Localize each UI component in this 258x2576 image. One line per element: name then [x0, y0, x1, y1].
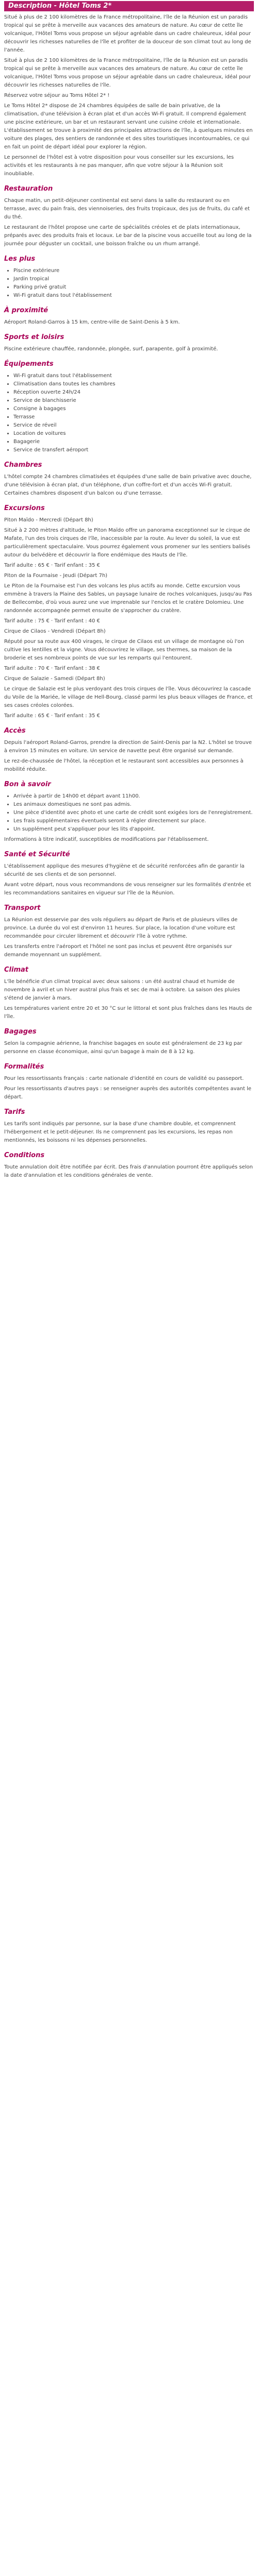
- section-heading: Tarifs: [4, 1108, 25, 1116]
- section-formalites: [4, 1062, 254, 1101]
- section-heading: Bagages: [4, 1028, 37, 1036]
- paragraph: Chaque matin, un petit-déjeuner continental est servi dans la salle du restaurant ou en terrasse, avec du pain frais, des viennoiseries, des fruits tropicaux, des jus de fruits, du café et du thé.: [4, 198, 250, 220]
- bullet-list: [4, 792, 254, 834]
- section-conditions: [4, 1151, 254, 1180]
- section-bon-a-savoir: [4, 780, 254, 844]
- section-acces: [4, 726, 254, 774]
- list-item: • Consigne à bagages: [13, 405, 254, 413]
- section-heading: Bon à savoir: [4, 781, 51, 788]
- paragraph: Cirque de Cilaos - Vendredi (Départ 8h): [4, 629, 106, 634]
- paragraph: Réputé pour sa route aux 400 virages, le cirque de Cilaos est un village de montagne où l'on cultive les lentilles et la vigne. Vous découvrirez le village, ses thermes, sa maison de la broderie et ses nombreux points de vue sur les remparts qui l'entourent.: [4, 639, 244, 661]
- list-item: • Terrasse: [13, 413, 254, 421]
- section-heading: Accès: [4, 727, 26, 735]
- paragraph: Le restaurant de l'hôtel propose une carte de spécialités créoles et de plats internationaux, préparés avec des produits frais et locaux. Le bar de la piscine vous accueille tout au long de la journée pour déguster un cocktail, une boisson fraîche ou un rhum arrangé.: [4, 225, 252, 247]
- paragraph: Tarif adulte : 70 € · Tarif enfant : 38 €: [4, 666, 100, 671]
- paragraph: Aéroport Roland-Garros à 15 km, centre-ville de Saint-Denis à 5 km.: [4, 319, 180, 325]
- section-heading: Formalités: [4, 1063, 44, 1071]
- bullet-list: [4, 267, 254, 300]
- section-sports: [4, 333, 254, 353]
- section-description: [4, 13, 254, 178]
- paragraph: Piscine extérieure chauffée, randonnée, plongée, surf, parapente, golf à proximité.: [4, 346, 218, 352]
- paragraph: Toute annulation doit être notifiée par écrit. Des frais d'annulation pourront être appliqués selon la date d'annulation et les conditions générales de vente.: [4, 1164, 253, 1178]
- paragraph: Les tarifs sont indiqués par personne, sur la base d'une chambre double, et comprennent l'hébergement et le petit-déjeuner. Ils ne comprennent pas les excursions, les repas non mentionnés, les boissons ni les dépenses personnelles.: [4, 1121, 236, 1143]
- section-restauration: [4, 184, 254, 248]
- paragraph: Piton de la Fournaise - Jeudi (Départ 7h): [4, 573, 108, 579]
- list-item: • Location de voitures: [13, 430, 254, 438]
- paragraph: Le Piton de la Fournaise est l'un des volcans les plus actifs au monde. Cette excursion vous emmène à travers la Plaine des Sables, un paysage lunaire de roches volcaniques, jusqu'au Pas de Bellecombe, d'où vous aurez une vue imprenable sur l'enclos et le cratère Dolomieu. Une randonnée accompagnée permet ensuite de s'approcher du cratère.: [4, 583, 252, 614]
- paragraph: Tarif adulte : 75 € · Tarif enfant : 40 €: [4, 618, 100, 624]
- list-item: • Les animaux domestiques ne sont pas admis.: [13, 801, 254, 809]
- list-item: • Service de transfert aéroport: [13, 446, 254, 454]
- section-heading: Les plus: [4, 255, 36, 263]
- section-heading: Santé et Sécurité: [4, 851, 70, 858]
- list-item: • Un supplément peut s'appliquer pour les lits d'appoint.: [13, 825, 254, 834]
- list-item: • Service de réveil: [13, 421, 254, 430]
- section-heading: À proximité: [4, 307, 49, 314]
- list-item: • Les frais supplémentaires éventuels seront à régler directement sur place.: [13, 817, 254, 825]
- paragraph: Le cirque de Salazie est le plus verdoyant des trois cirques de l'île. Vous découvrirez la cascade du Voile de la Mariée, le village de Hell-Bourg, classé parmi les plus beaux villages de France, et ses cases créoles colorées.: [4, 686, 253, 708]
- list-item: • Service de blanchisserie: [13, 397, 254, 405]
- section-heading: Restauration: [4, 185, 53, 193]
- list-item: • Jardin tropical: [13, 275, 254, 283]
- paragraph: Le personnel de l'hôtel est à votre disposition pour vous conseiller sur les excursions, les activités et les restaurants à ne pas manquer, afin que votre séjour à la Réunion soit inoubliable.: [4, 155, 234, 177]
- paragraph: L'hôtel compte 24 chambres climatisées et équipées d'une salle de bain privative avec douche, d'une télévision à écran plat, d'un téléphone, d'un coffre-fort et d'un accès Wi-Fi gratuit. Certaines chambres disposent d'un balcon ou d'une terrasse.: [4, 474, 252, 496]
- list-item: • Arrivée à partir de 14h00 et départ avant 11h00.: [13, 792, 254, 801]
- section-climat: [4, 965, 254, 1021]
- paragraph: Le Toms Hôtel 2* dispose de 24 chambres équipées de salle de bain privative, de la climatisation, d'une télévision à écran plat et d'un accès Wi-Fi gratuit. Il comprend également une piscine extérieure, un bar et un restaurant servant une cuisine créole et internationale. L'établissement se trouve à proximité des principales attractions de l'île, à quelques minutes en voiture des plages, des sentiers de randonnée et des sites touristiques incontournables, ce qui en fait un point de départ idéal pour explorer la région.: [4, 103, 253, 150]
- paragraph: Pour les ressortissants d'autres pays : se renseigner auprès des autorités compétentes avant le départ.: [4, 1086, 252, 1100]
- paragraph: Selon la compagnie aérienne, la franchise bagages en soute est généralement de 23 kg par personne en classe économique, ainsi qu'un bagage à main de 8 à 12 kg.: [4, 1041, 243, 1055]
- paragraph: Cirque de Salazie - Samedi (Départ 8h): [4, 676, 105, 682]
- section-loisirs: [4, 255, 254, 300]
- section-excursions: [4, 504, 254, 720]
- list-item: • Une pièce d'identité avec photo et une carte de crédit sont exigées lors de l'enregistrement.: [13, 809, 254, 817]
- section-heading: Chambres: [4, 461, 42, 469]
- paragraph: L'établissement applique des mesures d'hygiène et de sécurité renforcées afin de garantir la sécurité de ses clients et de son personnel.: [4, 863, 245, 877]
- paragraph: Situé à plus de 2 100 kilomètres de la France métropolitaine, l'île de la Réunion est un paradis tropical qui se prête à merveille aux vacances des amateurs de nature. Au cœur de cette île volcanique, l'Hôtel Toms vous propose un séjour agréable dans un cadre chaleureux, idéal pour découvrir les richesses naturelles de l'île.: [4, 58, 251, 88]
- section-bagages: [4, 1027, 254, 1056]
- bullet-list: [4, 372, 254, 454]
- paragraph: Les transferts entre l'aéroport et l'hôtel ne sont pas inclus et peuvent être organisés sur demande moyennant un supplément.: [4, 944, 232, 958]
- section-heading: Excursions: [4, 504, 45, 512]
- list-item: • Bagagerie: [13, 438, 254, 446]
- section-equipements: [4, 360, 254, 454]
- paragraph: Situé à 2 200 mètres d'altitude, le Piton Maïdo offre un panorama exceptionnel sur le cirque de Mafate, l'un des trois cirques de l'île, inaccessible par la route. Au lever du soleil, la vue est particulièrement spectaculaire. Vous pourrez également vous promener sur les sentiers balisés autour du belvédère et découvrir la flore endémique des Hauts de l'île.: [4, 528, 251, 558]
- paragraph: Réservez votre séjour au Toms Hôtel 2* !: [4, 93, 110, 98]
- page-title: Description - Hôtel Toms 2*: [4, 1, 254, 11]
- section-heading: Sports et loisirs: [4, 333, 64, 341]
- section-heading: Équipements: [4, 360, 54, 368]
- section-chambres: [4, 461, 254, 498]
- paragraph: Le rez-de-chaussée de l'hôtel, la réception et le restaurant sont accessibles aux personnes à mobilité réduite.: [4, 758, 244, 772]
- section-tarifs: [4, 1108, 254, 1145]
- paragraph: Les températures varient entre 20 et 30 °C sur le littoral et sont plus fraîches dans les Hauts de l'île.: [4, 1006, 252, 1020]
- section-heading: Climat: [4, 966, 28, 974]
- section-heading: Conditions: [4, 1151, 45, 1159]
- list-item: • Réception ouverte 24h/24: [13, 388, 254, 397]
- paragraph: Depuis l'aéroport Roland-Garros, prendre la direction de Saint-Denis par la N2. L'hôtel se trouve à environ 15 minutes en voiture. Un service de navette peut être organisé sur demande.: [4, 740, 252, 754]
- list-item: • Climatisation dans toutes les chambres: [13, 380, 254, 388]
- section-heading: Transport: [4, 904, 41, 912]
- paragraph: Situé à plus de 2 100 kilomètres de la France métropolitaine, l'île de la Réunion est un paradis tropical qui se prête à merveille aux vacances des amateurs de nature. Au cœur de cette île volcanique, l'Hôtel Toms vous propose un séjour agréable dans un cadre chaleureux, idéal pour découvrir les richesses naturelles de l'île et profiter de la douceur de son climat tout au long de l'année.: [4, 14, 251, 53]
- section-sante: [4, 850, 254, 897]
- section-services: [4, 306, 254, 327]
- list-item: • Wi-Fi gratuit dans tout l'établissement: [13, 292, 254, 300]
- list-item: • Piscine extérieure: [13, 267, 254, 275]
- paragraph: La Réunion est desservie par des vols réguliers au départ de Paris et de plusieurs villes de province. La durée du vol est d'environ 11 heures. Sur place, la location d'une voiture est recommandée pour circuler librement et découvrir l'île à votre rythme.: [4, 917, 238, 939]
- list-item: • Wi-Fi gratuit dans tout l'établissement: [13, 372, 254, 380]
- paragraph: Tarif adulte : 65 € · Tarif enfant : 35 €: [4, 713, 100, 719]
- paragraph: Informations à titre indicatif, susceptibles de modifications par l'établissement.: [4, 837, 209, 842]
- paragraph: Avant votre départ, nous vous recommandons de vous renseigner sur les formalités d'entrée et les recommandations sanitaires en vigueur sur l'île de la Réunion.: [4, 882, 251, 896]
- paragraph: L'île bénéficie d'un climat tropical avec deux saisons : un été austral chaud et humide de novembre à avril et un hiver austral plus frais et sec de mai à octobre. La saison des pluies s'étend de janvier à mars.: [4, 979, 240, 1001]
- paragraph: Pour les ressortissants français : carte nationale d'identité en cours de validité ou passeport.: [4, 1076, 244, 1081]
- paragraph: Tarif adulte : 65 € · Tarif enfant : 35 €: [4, 563, 100, 568]
- list-item: • Parking privé gratuit: [13, 283, 254, 292]
- page: [0, 0, 258, 1180]
- content: [4, 13, 254, 1180]
- section-transport: [4, 904, 254, 959]
- paragraph: Piton Maïdo - Mercredi (Départ 8h): [4, 517, 93, 523]
